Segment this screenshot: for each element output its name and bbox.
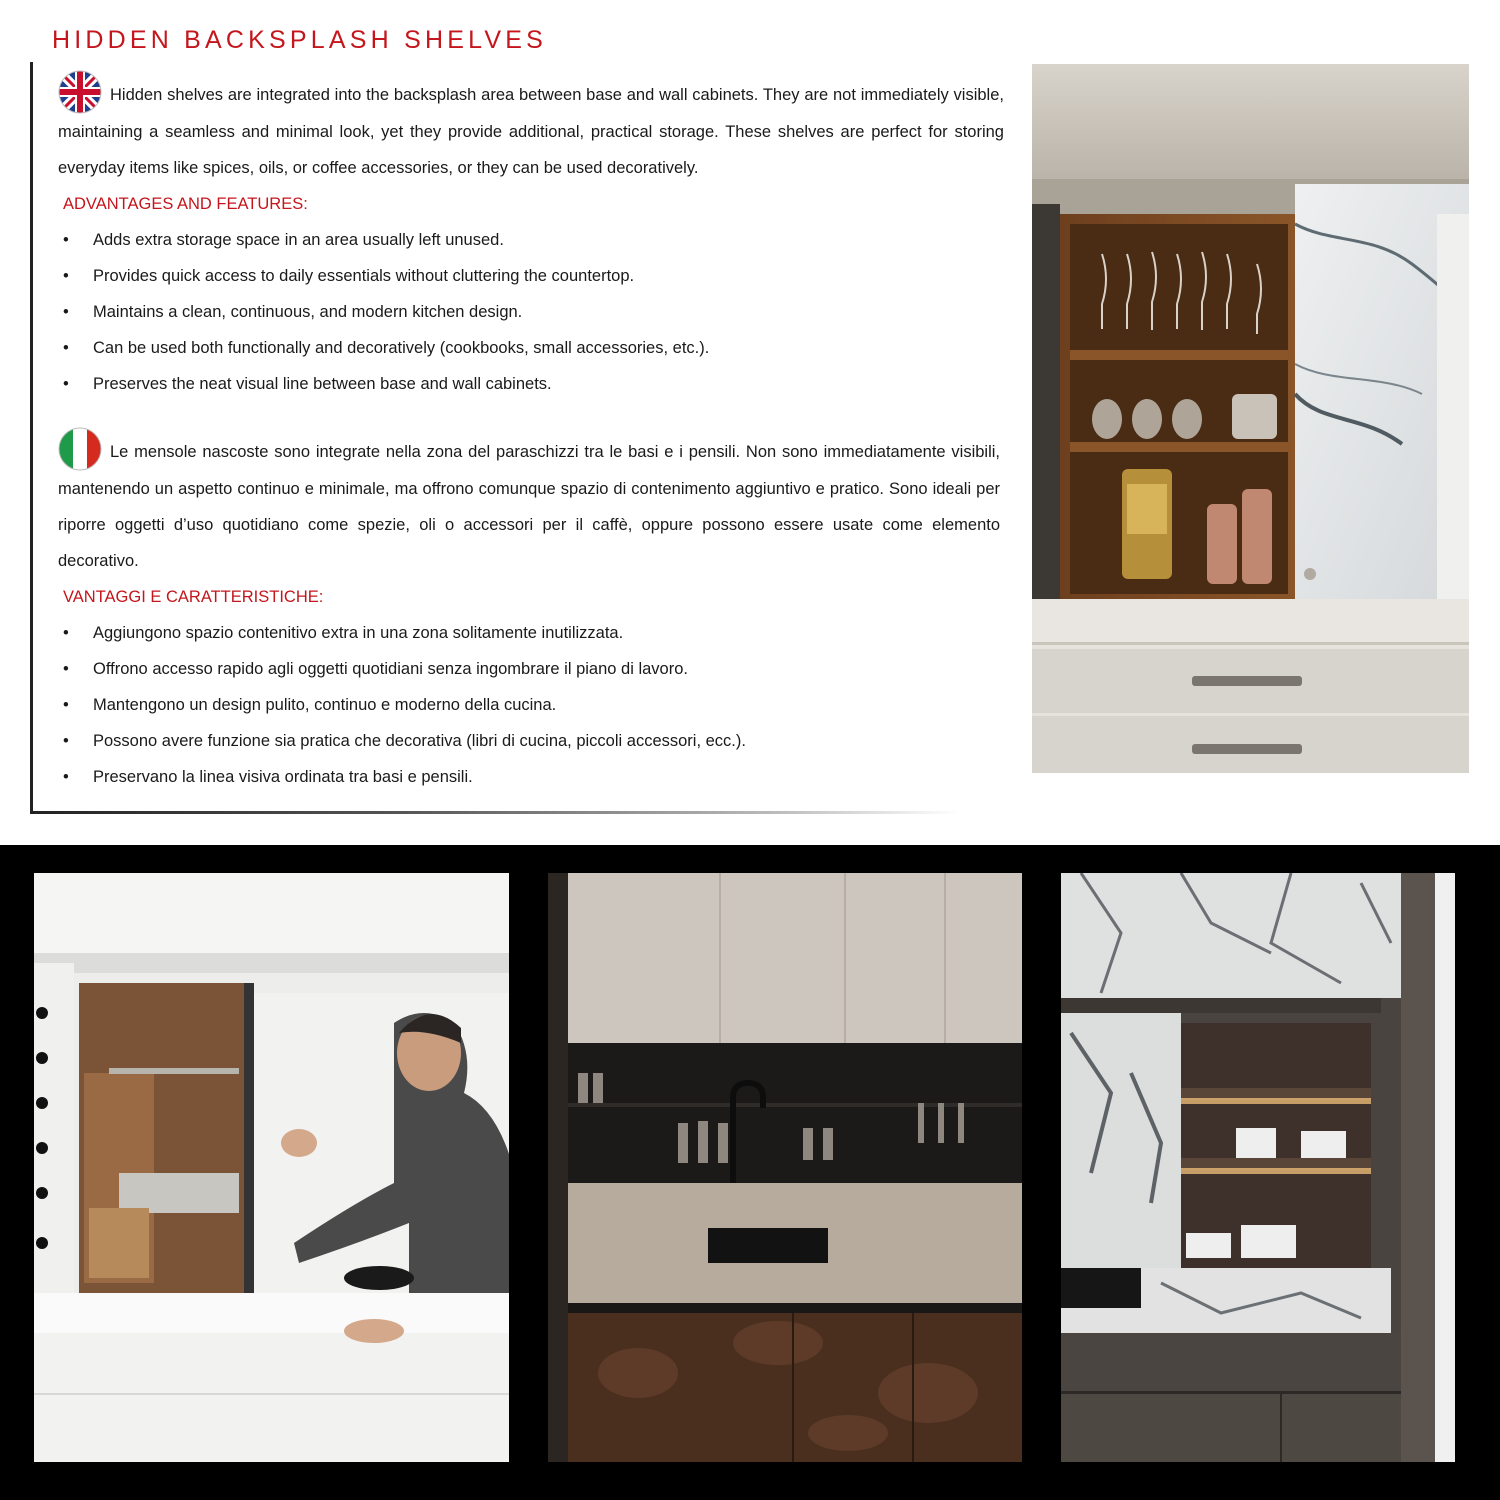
list-item: • Maintains a clean, continuous, and modern kitchen design. <box>58 294 1004 330</box>
frame-left-border <box>30 62 33 814</box>
italian-section <box>58 427 1000 795</box>
uk-flag-icon <box>58 70 102 114</box>
list-item: • Preserves the neat visual line between base and wall cabinets. <box>58 366 1004 402</box>
kitchen-photo-dark <box>548 873 1022 1462</box>
frame-bottom-border <box>30 811 960 814</box>
english-paragraph-text: Hidden shelves are integrated into the backsplash area between base and wall cabinets. They are not immediately visible, maintaining a seamless and minimal look, yet they provide additional, practical storage. These shelves are perfect for storing everyday items like spices, oils, or coffee accessories, or they can be used decoratively. <box>58 86 1004 177</box>
italy-flag-icon <box>58 427 102 471</box>
cabinet-photo <box>1032 64 1469 773</box>
english-advantages-heading: ADVANTAGES AND FEATURES: <box>63 195 308 213</box>
list-item: • Aggiungono spazio contenitivo extra in una zona solitamente inutilizzata. <box>58 615 1000 651</box>
list-item: • Can be used both functionally and decoratively (cookbooks, small accessories, etc.). <box>58 330 1004 366</box>
italian-advantages-heading: VANTAGGI E CARATTERISTICHE: <box>63 588 324 606</box>
italian-bullet-list <box>58 615 1000 795</box>
list-item: • Offrono accesso rapido agli oggetti quotidiani senza ingombrare il piano di lavoro. <box>58 651 1000 687</box>
italian-paragraph <box>58 427 1000 579</box>
list-item: • Possono avere funzione sia pratica che decorativa (libri di cucina, piccoli accessori, ecc.). <box>58 723 1000 759</box>
kitchen-photo-demo <box>34 873 509 1462</box>
english-bullet-list <box>58 222 1004 402</box>
kitchen-photo-marble <box>1061 873 1455 1462</box>
list-item: • Provides quick access to daily essentials without cluttering the countertop. <box>58 258 1004 294</box>
english-paragraph <box>58 70 1004 186</box>
english-section <box>58 70 1004 402</box>
list-item: • Mantengono un design pulito, continuo e moderno della cucina. <box>58 687 1000 723</box>
list-item: • Preservano la linea visiva ordinata tra basi e pensili. <box>58 759 1000 795</box>
italian-paragraph-text: Le mensole nascoste sono integrate nella zona del paraschizzi tra le basi e i pensili. Non sono immediatamente visibili, mantenendo un aspetto continuo e minimale, ma offrono comunque spazio di contenimento aggiuntivo e pratico. Sono ideali per riporre oggetti d’uso quotidiano come spezie, oli o accessori per il caffè, oppure possono essere usate come elemento decorativo. <box>58 443 1000 570</box>
page-title: HIDDEN BACKSPLASH SHELVES <box>52 26 547 54</box>
list-item: • Adds extra storage space in an area usually left unused. <box>58 222 1004 258</box>
